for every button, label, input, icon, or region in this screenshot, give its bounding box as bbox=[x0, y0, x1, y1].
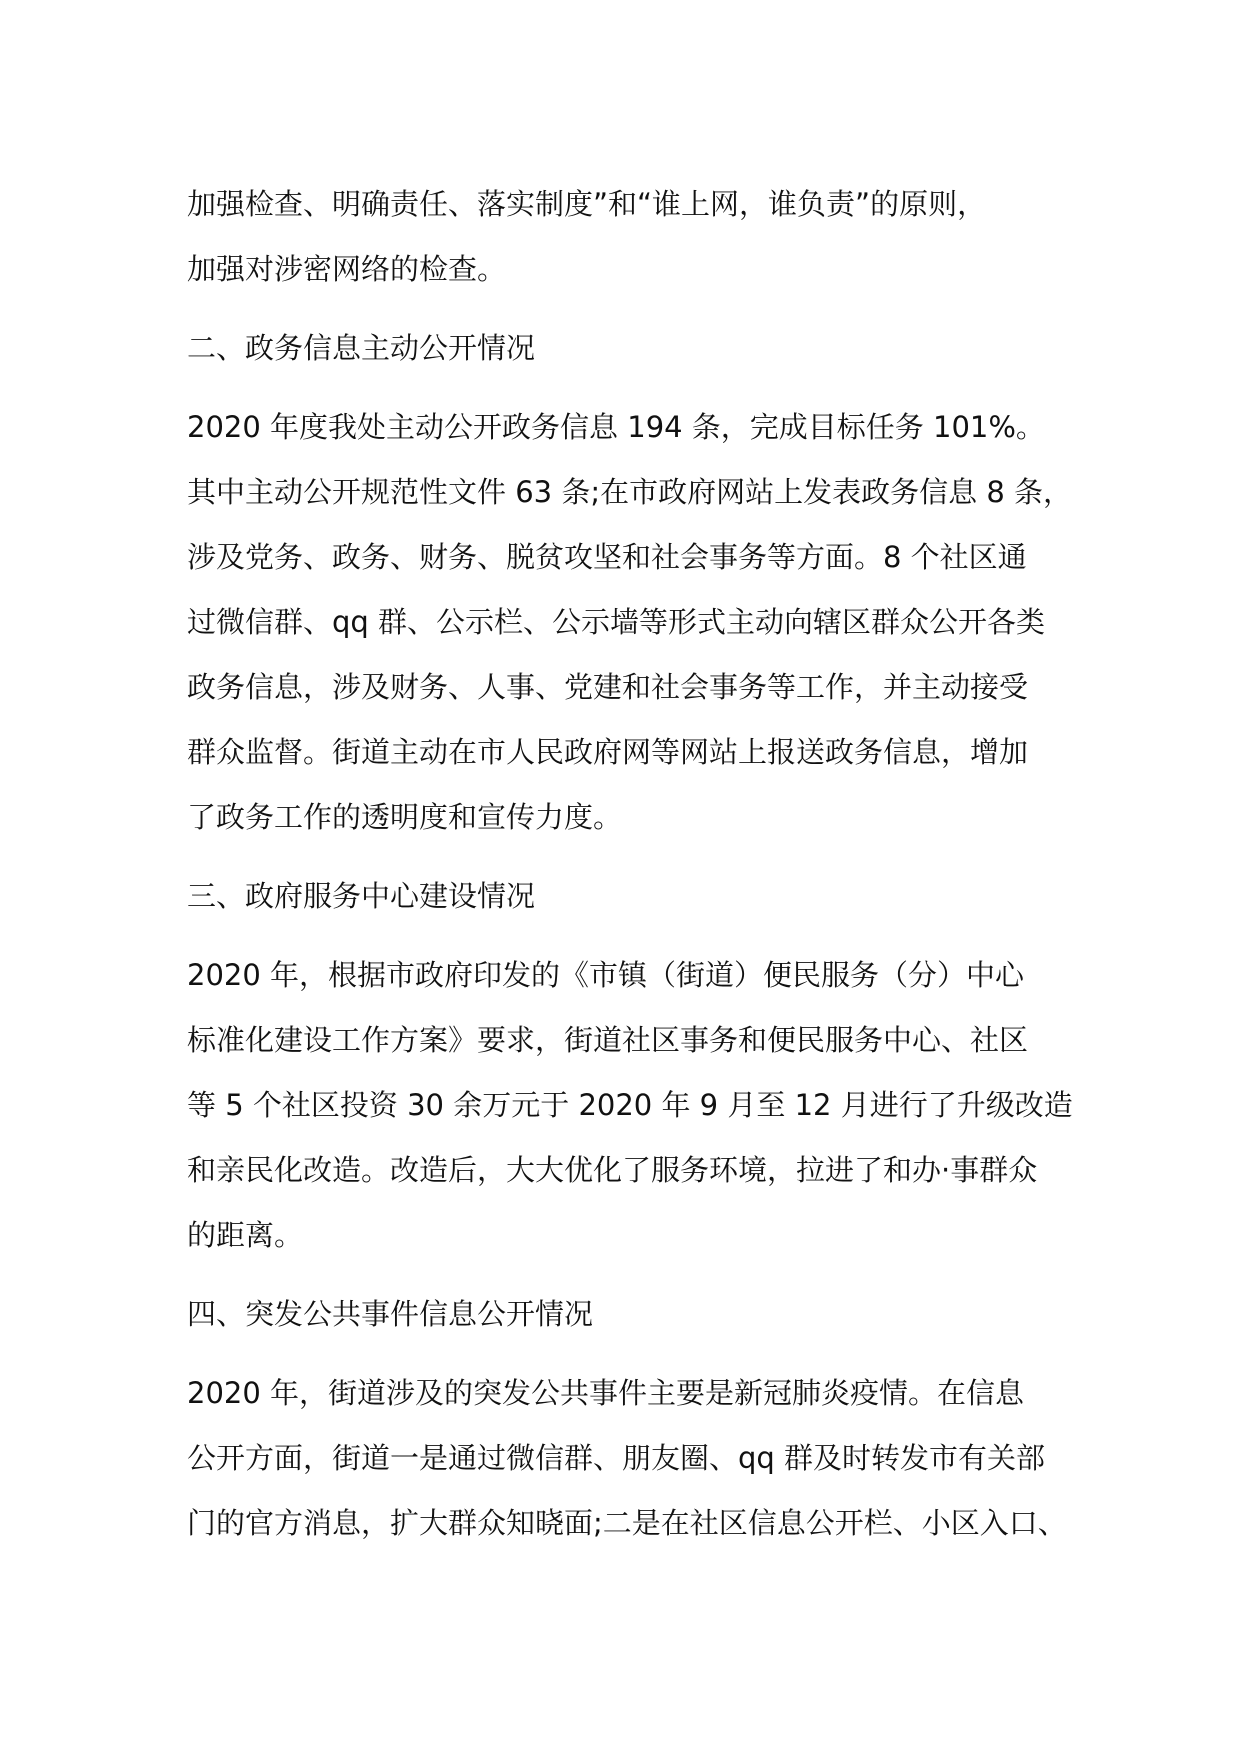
text-line: 群众监督。街道主动在市人民政府网等网站上报送政务信息，增加 bbox=[187, 735, 1029, 769]
paragraph-section-4 bbox=[187, 1361, 1087, 1556]
text-line: 等 5 个社区投资 30 余万元于 2020 年 9 月至 12 月进行了升级改造 bbox=[187, 1088, 1073, 1122]
paragraph-intro bbox=[187, 172, 1087, 302]
text-line: 2020 年，街道涉及的突发公共事件主要是新冠肺炎疫情。在信息 bbox=[187, 1376, 1025, 1410]
text-line: 其中主动公开规范性文件 63 条;在市政府网站上发表政务信息 8 条， bbox=[187, 475, 1072, 509]
text-line: 了政务工作的透明度和宣传力度。 bbox=[187, 800, 623, 834]
heading-text: 三、政府服务中心建设情况 bbox=[187, 879, 536, 913]
paragraph-section-2 bbox=[187, 395, 1087, 850]
section-heading-4 bbox=[187, 1282, 1087, 1347]
section-heading-2 bbox=[187, 316, 1087, 381]
text-line: 政务信息，涉及财务、人事、党建和社会事务等工作，并主动接受 bbox=[187, 670, 1029, 704]
text-line: 公开方面，街道一是通过微信群、朋友圈、qq 群及时转发市有关部 bbox=[187, 1441, 1046, 1475]
text-line: 过微信群、qq 群、公示栏、公示墙等形式主动向辖区群众公开各类 bbox=[187, 605, 1046, 639]
text-line: 加强对涉密网络的检查。 bbox=[187, 252, 507, 286]
text-line: 涉及党务、政务、财务、脱贫攻坚和社会事务等方面。8 个社区通 bbox=[187, 540, 1027, 574]
text-line: 加强检查、明确责任、落实制度”和“谁上网，谁负责”的原则， bbox=[187, 187, 987, 221]
heading-text: 四、突发公共事件信息公开情况 bbox=[187, 1297, 594, 1331]
text-line: 门的官方消息，扩大群众知晓面;二是在社区信息公开栏、小区入口、 bbox=[187, 1506, 1067, 1540]
text-line: 2020 年度我处主动公开政务信息 194 条，完成目标任务 101%。 bbox=[187, 410, 1045, 444]
heading-text: 二、政务信息主动公开情况 bbox=[187, 331, 536, 365]
text-line: 标准化建设工作方案》要求，街道社区事务和便民服务中心、社区 bbox=[187, 1023, 1029, 1057]
paragraph-section-3 bbox=[187, 943, 1087, 1268]
section-heading-3 bbox=[187, 864, 1087, 929]
text-line: 和亲民化改造。改造后，大大优化了服务环境，拉进了和办·事群众 bbox=[187, 1153, 1038, 1187]
text-line: 的距离。 bbox=[187, 1218, 304, 1252]
document-body bbox=[187, 172, 1087, 1570]
text-line: 2020 年，根据市政府印发的《市镇（街道）便民服务（分）中心 bbox=[187, 958, 1025, 992]
